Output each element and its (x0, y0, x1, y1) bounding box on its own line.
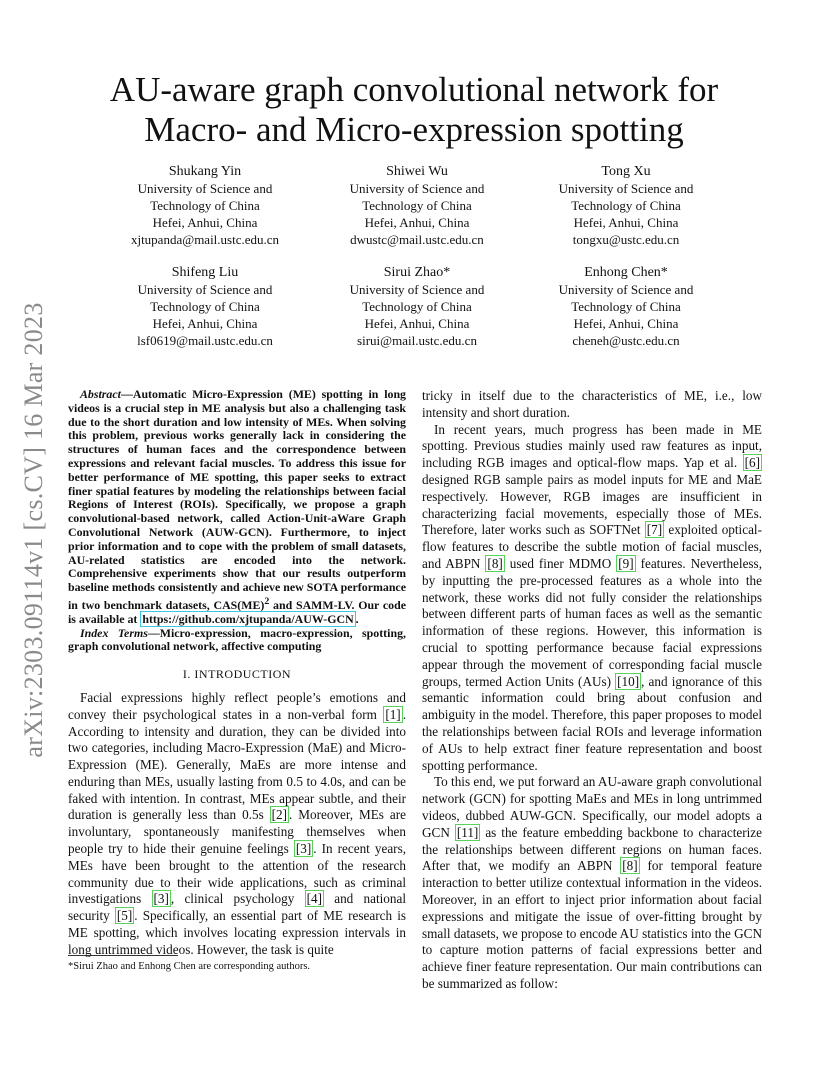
citation-link[interactable]: [2] (271, 807, 288, 823)
right-column (422, 388, 762, 993)
paper-title: AU-aware graph convolutional network for Macro- and Micro-expression spotting (109, 70, 719, 149)
author-location: Hefei, Anhui, China (573, 215, 679, 230)
intro-paragraph: To this end, we put forward an AU-aware graph convolutional network (GCN) for spotting MaEs and MEs in long untrimmed videos, dubbed AUW-GCN. Specifically, our model adopts a GCN [11] as the feature embedding backbone to characterize the relationships between different regions on human faces. After that, we modify an ABPN [8] for temporal feature interaction to better utilize contextual information in the videos. Moreover, in an effort to inject prior information about facial expressions and mitigate the issue of over-fitting brought by small datasets, we propose to encode AU statistics into the GCN to capture motion patterns of facial expressions better and achieve finer feature representation. Our main contributions can be summarized as follow: (422, 774, 763, 991)
author-affiliation: University of Science and (558, 181, 694, 196)
author-email: cheneh@ustc.edu.cn (572, 333, 680, 348)
author-name: Sirui Zhao* (383, 265, 451, 280)
intro-paragraph: tricky in itself due to the characteristics of ME, i.e., low intensity and short duration. (422, 388, 762, 420)
author-affiliation: Technology of China (150, 198, 260, 213)
citation-link[interactable]: [5] (116, 908, 133, 924)
author-name: Enhong Chen* (584, 265, 668, 280)
citation-link[interactable]: [8] (622, 858, 638, 874)
author-affiliation: University of Science and (349, 282, 485, 297)
author-location: Hefei, Anhui, China (152, 316, 258, 331)
author-email: sirui@mail.ustc.edu.cn (357, 333, 477, 348)
footnote-divider (68, 955, 178, 956)
author-affiliation: Technology of China (362, 198, 472, 213)
author-location: Hefei, Anhui, China (364, 316, 470, 331)
intro-paragraph: Facial expressions highly reflect people’s emotions and convey their psychological states in a non-verbal form [1] . According to intensity and duration, they can be divided into two categories, including Macro-Expression (MaE) and Micro-Expression (ME). Generally, MaEs are more intense and enduring than MEs, usually lasting from 0.5 to 4.0s, and can be faked with intention. In contrast, MEs appear subtle, and their duration is generally less than 0.5s [2] . Moreover, MEs are involuntary, spontaneously manifesting themselves when people try to hide their genuine feelings [3] . In recent years, MEs have been brought to the attention of the research community due to their wide applications, such as criminal investigations [3] , clinical psychology [4] and national security [5] . Specifically, an essential part of ME research is ME spotting, which involves locating expression intervals in long untrimmed videos. However, the task is quite (68, 689, 406, 957)
author-location: Hefei, Anhui, China (573, 316, 679, 331)
author-block (312, 163, 522, 248)
author-block (100, 264, 310, 349)
author-block (521, 264, 731, 349)
abstract: Abstract—Automatic Micro-Expression (ME) spotting in long videos is a crucial step in ME analysis but also a challenging task due to the short duration and low intensity of MEs. When solving this problem, previous works generally lack in considering the structures of human faces and the correspondence between expressions and relevant facial muscles. To address this issue for better performance of ME spotting, this paper seeks to extract finer spatial features by modeling the relationships between facial Regions of Interest (ROIs). Specifically, we propose a graph convolutional-based network, called Action-Unit-aWare Graph Convolutional Network (AUW-GCN). Furthermore, to inject prior information and to cope with the problem of small datasets, AU-related statistics are encoded into the network. Comprehensive experiments show that our results outperform baseline methods consistently and achieve new SOTA performance in two benchmark datasets, CAS(ME)$^2$ and SAMM-LV. Our code is available at https://github.com/xjtupanda/AUW-GCN . (68, 387, 406, 626)
footnote: *Sirui Zhao and Enhong Chen are corresponding authors. (68, 961, 311, 972)
index-terms: Index Terms—Micro-expression, macro-expression, spotting, graph convolutional network, affective computing (68, 625, 406, 654)
code-link[interactable]: https://github.com/xjtupanda/AUW-GCN (142, 611, 354, 626)
author-block (100, 163, 310, 248)
citation-link[interactable]: [3] (295, 841, 312, 857)
author-affiliation: Technology of China (362, 299, 472, 314)
author-affiliation: University of Science and (137, 181, 273, 196)
author-name: Shiwei Wu (386, 164, 448, 179)
author-block (312, 264, 522, 349)
section-heading: I. INTRODUCTION (182, 667, 292, 682)
citation-link[interactable]: [4] (306, 891, 322, 907)
author-affiliation: Technology of China (150, 299, 260, 314)
author-affiliation: University of Science and (137, 282, 273, 297)
arxiv-identifier: arXiv:2303.09114v1 [cs.CV] 16 Mar 2023 (19, 302, 48, 758)
author-location: Hefei, Anhui, China (364, 215, 470, 230)
author-affiliation: Technology of China (571, 198, 681, 213)
author-name: Shifeng Liu (171, 265, 239, 280)
author-block (521, 163, 731, 248)
citation-link[interactable]: [7] (646, 522, 663, 538)
author-affiliation: University of Science and (349, 181, 485, 196)
author-affiliation: University of Science and (558, 282, 694, 297)
left-column (68, 388, 406, 959)
citation-link[interactable]: [11] (456, 824, 479, 840)
intro-paragraph: In recent years, much progress has been made in ME spotting. Previous studies mainly used raw features as input, including RGB images and optical-flow maps. Yap et al. [6] designed RGB sample pairs as model inputs for ME and MaE respectively. However, RGB images are insufficient in characterizing facial movements, especially those of MEs. Therefore, later works such as SOFTNet [7] exploited optical-flow features to describe the subtle motion of facial muscles, and ABPN [8] used finer MDMO [9] features. Nevertheless, by inputting the pre-processed features as a whole into the network, these works did not fully consider the relationships between different parts of human faces as well as the semantic information of these regions. However, this information is crucial to spotting performance because facial expressions appear through the movement of corresponding facial muscle groups, termed Action Units (AUs) [10] , and ignorance of this semantic information could bring about confusion and ambiguity in the model. Therefore, this paper proposes to model the relationships between facial ROIs and leverage information of AUs to help extract finer feature representation and boost spotting performance. (422, 421, 762, 773)
citation-link[interactable]: [9] (618, 555, 634, 571)
author-email: lsf0619@mail.ustc.edu.cn (137, 333, 273, 348)
author-affiliation: Technology of China (571, 299, 681, 314)
author-location: Hefei, Anhui, China (152, 215, 258, 230)
author-email: tongxu@ustc.edu.cn (572, 232, 680, 247)
citation-link[interactable]: [1] (385, 706, 401, 722)
author-name: Shukang Yin (168, 164, 242, 179)
author-name: Tong Xu (601, 164, 651, 179)
citation-link[interactable]: [3] (153, 891, 169, 907)
author-email: dwustc@mail.ustc.edu.cn (350, 232, 484, 247)
citation-link[interactable]: [10] (617, 673, 640, 689)
author-email: xjtupanda@mail.ustc.edu.cn (130, 232, 280, 247)
citation-link[interactable]: [8] (487, 555, 503, 571)
citation-link[interactable]: [6] (744, 455, 760, 471)
